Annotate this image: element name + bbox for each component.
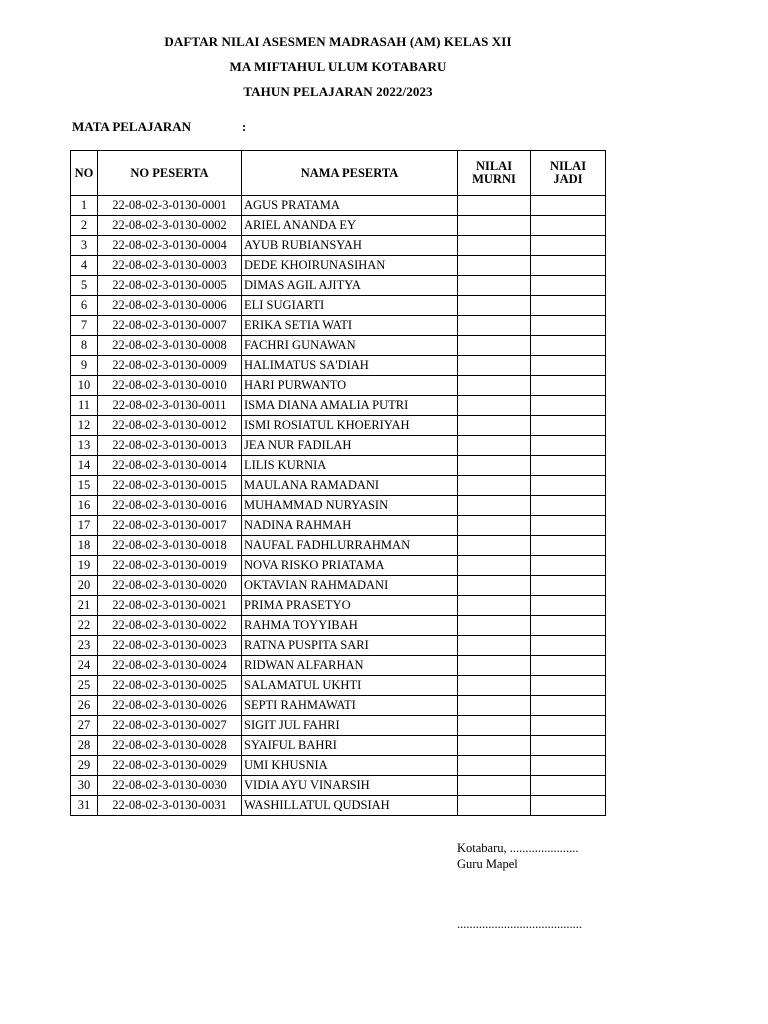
table-row [71, 276, 606, 296]
raw-score-cell [458, 596, 531, 616]
participant-name-cell: MAULANA RAMADANI [242, 476, 458, 496]
table-body [71, 196, 606, 816]
row-number-cell: 6 [71, 296, 98, 316]
row-number-cell: 17 [71, 516, 98, 536]
participant-name-cell: UMI KHUSNIA [242, 756, 458, 776]
raw-score-cell [458, 456, 531, 476]
participant-name-cell: NAUFAL FADHLURRAHMAN [242, 536, 458, 556]
academic-year: TAHUN PELAJARAN 2022/2023 [243, 84, 433, 99]
participant-name-cell: RAHMA TOYYIBAH [242, 616, 458, 636]
final-score-cell [531, 756, 606, 776]
row-number-cell: 19 [71, 556, 98, 576]
subject-label: MATA PELAJARAN [72, 119, 192, 134]
row-number-cell: 8 [71, 336, 98, 356]
row-number-cell: 11 [71, 396, 98, 416]
participant-name-cell: JEA NUR FADILAH [242, 436, 458, 456]
signature-role: Guru Mapel [457, 857, 518, 871]
table-row [71, 516, 606, 536]
school-name: MA MIFTAHUL ULUM KOTABARU [229, 59, 447, 74]
participant-number-cell: 22-08-02-3-0130-0025 [98, 676, 242, 696]
raw-score-cell [458, 236, 531, 256]
table-row [71, 256, 606, 276]
row-number-cell: 30 [71, 776, 98, 796]
final-score-cell [531, 296, 606, 316]
participant-name-cell: MUHAMMAD NURYASIN [242, 496, 458, 516]
table-row [71, 536, 606, 556]
participant-number-cell: 22-08-02-3-0130-0019 [98, 556, 242, 576]
raw-score-cell [458, 776, 531, 796]
participant-name-cell: AGUS PRATAMA [242, 196, 458, 216]
column-header-participant-name: NAMA PESERTA [242, 151, 458, 196]
participant-name-cell: ARIEL ANANDA EY [242, 216, 458, 236]
row-number-cell: 12 [71, 416, 98, 436]
final-score-cell [531, 356, 606, 376]
signature-place-date: Kotabaru, ...................... [457, 841, 579, 855]
participant-number-cell: 22-08-02-3-0130-0004 [98, 236, 242, 256]
row-number-cell: 14 [71, 456, 98, 476]
table-row [71, 696, 606, 716]
participant-name-cell: FACHRI GUNAWAN [242, 336, 458, 356]
participant-name-cell: ISMI ROSIATUL KHOERIYAH [242, 416, 458, 436]
participant-number-cell: 22-08-02-3-0130-0022 [98, 616, 242, 636]
final-score-cell [531, 416, 606, 436]
participant-name-cell: PRIMA PRASETYO [242, 596, 458, 616]
row-number-cell: 26 [71, 696, 98, 716]
table-row [71, 196, 606, 216]
table-row [71, 656, 606, 676]
participant-name-cell: NADINA RAHMAH [242, 516, 458, 536]
raw-score-cell [458, 536, 531, 556]
raw-score-cell [458, 376, 531, 396]
row-number-cell: 29 [71, 756, 98, 776]
participant-number-cell: 22-08-02-3-0130-0011 [98, 396, 242, 416]
column-header-final-score: NILAI JADI [531, 151, 606, 196]
participant-number-cell: 22-08-02-3-0130-0026 [98, 696, 242, 716]
table-header-row [71, 151, 606, 196]
final-score-cell [531, 456, 606, 476]
participant-number-cell: 22-08-02-3-0130-0014 [98, 456, 242, 476]
table-row [71, 336, 606, 356]
participant-number-cell: 22-08-02-3-0130-0002 [98, 216, 242, 236]
participant-name-cell: HARI PURWANTO [242, 376, 458, 396]
participant-number-cell: 22-08-02-3-0130-0005 [98, 276, 242, 296]
participant-number-cell: 22-08-02-3-0130-0031 [98, 796, 242, 816]
raw-score-cell [458, 796, 531, 816]
final-score-cell [531, 596, 606, 616]
final-score-cell [531, 736, 606, 756]
final-score-cell [531, 496, 606, 516]
document-title: DAFTAR NILAI ASESMEN MADRASAH (AM) KELAS XII [164, 34, 512, 49]
table-row [71, 376, 606, 396]
table-row [71, 596, 606, 616]
row-number-cell: 16 [71, 496, 98, 516]
row-number-cell: 9 [71, 356, 98, 376]
table-row [71, 496, 606, 516]
subject-colon: : [242, 119, 247, 134]
raw-score-cell [458, 756, 531, 776]
participant-number-cell: 22-08-02-3-0130-0029 [98, 756, 242, 776]
final-score-cell [531, 676, 606, 696]
final-score-cell [531, 516, 606, 536]
participant-number-cell: 22-08-02-3-0130-0028 [98, 736, 242, 756]
row-number-cell: 13 [71, 436, 98, 456]
participant-number-cell: 22-08-02-3-0130-0013 [98, 436, 242, 456]
table-row [71, 736, 606, 756]
row-number-cell: 31 [71, 796, 98, 816]
column-header-no: NO [71, 151, 98, 196]
participant-number-cell: 22-08-02-3-0130-0012 [98, 416, 242, 436]
participant-number-cell: 22-08-02-3-0130-0003 [98, 256, 242, 276]
final-score-cell [531, 376, 606, 396]
final-score-cell [531, 776, 606, 796]
raw-score-cell [458, 256, 531, 276]
final-score-cell [531, 656, 606, 676]
raw-score-cell [458, 516, 531, 536]
participant-number-cell: 22-08-02-3-0130-0007 [98, 316, 242, 336]
participant-number-cell: 22-08-02-3-0130-0024 [98, 656, 242, 676]
row-number-cell: 4 [71, 256, 98, 276]
participant-number-cell: 22-08-02-3-0130-0001 [98, 196, 242, 216]
raw-score-cell [458, 216, 531, 236]
row-number-cell: 28 [71, 736, 98, 756]
row-number-cell: 25 [71, 676, 98, 696]
participant-name-cell: SIGIT JUL FAHRI [242, 716, 458, 736]
raw-score-cell [458, 316, 531, 336]
raw-score-cell [458, 196, 531, 216]
raw-score-cell [458, 616, 531, 636]
raw-score-cell [458, 356, 531, 376]
table-row [71, 296, 606, 316]
row-number-cell: 23 [71, 636, 98, 656]
raw-score-cell [458, 656, 531, 676]
table-row [71, 356, 606, 376]
signature-line: ........................................ [457, 917, 582, 931]
final-score-cell [531, 556, 606, 576]
final-score-cell [531, 436, 606, 456]
table-row [71, 616, 606, 636]
row-number-cell: 22 [71, 616, 98, 636]
participant-name-cell: DIMAS AGIL AJITYA [242, 276, 458, 296]
participant-number-cell: 22-08-02-3-0130-0018 [98, 536, 242, 556]
participant-name-cell: SEPTI RAHMAWATI [242, 696, 458, 716]
raw-score-cell [458, 556, 531, 576]
table-row [71, 436, 606, 456]
final-score-cell [531, 276, 606, 296]
participant-number-cell: 22-08-02-3-0130-0027 [98, 716, 242, 736]
raw-score-cell [458, 476, 531, 496]
table-row [71, 776, 606, 796]
raw-score-cell [458, 416, 531, 436]
row-number-cell: 3 [71, 236, 98, 256]
raw-score-cell [458, 636, 531, 656]
final-score-cell [531, 396, 606, 416]
table-row [71, 636, 606, 656]
row-number-cell: 1 [71, 196, 98, 216]
row-number-cell: 7 [71, 316, 98, 336]
participant-name-cell: OKTAVIAN RAHMADANI [242, 576, 458, 596]
participant-name-cell: RATNA PUSPITA SARI [242, 636, 458, 656]
raw-score-cell [458, 276, 531, 296]
final-score-cell [531, 476, 606, 496]
table-row [71, 316, 606, 336]
raw-score-cell [458, 716, 531, 736]
participant-number-cell: 22-08-02-3-0130-0006 [98, 296, 242, 316]
participant-name-cell: ELI SUGIARTI [242, 296, 458, 316]
row-number-cell: 21 [71, 596, 98, 616]
column-header-raw-score: NILAI MURNI [458, 151, 531, 196]
participant-name-cell: VIDIA AYU VINARSIH [242, 776, 458, 796]
table-row [71, 416, 606, 436]
table-row [71, 556, 606, 576]
participant-number-cell: 22-08-02-3-0130-0021 [98, 596, 242, 616]
final-score-cell [531, 636, 606, 656]
participant-number-cell: 22-08-02-3-0130-0016 [98, 496, 242, 516]
row-number-cell: 15 [71, 476, 98, 496]
raw-score-cell [458, 496, 531, 516]
participant-number-cell: 22-08-02-3-0130-0009 [98, 356, 242, 376]
grades-table [70, 150, 606, 816]
final-score-cell [531, 236, 606, 256]
table-row [71, 456, 606, 476]
participant-number-cell: 22-08-02-3-0130-0008 [98, 336, 242, 356]
row-number-cell: 18 [71, 536, 98, 556]
participant-number-cell: 22-08-02-3-0130-0017 [98, 516, 242, 536]
raw-score-cell [458, 676, 531, 696]
final-score-cell [531, 536, 606, 556]
raw-score-cell [458, 736, 531, 756]
final-score-cell [531, 796, 606, 816]
row-number-cell: 10 [71, 376, 98, 396]
final-score-cell [531, 316, 606, 336]
final-score-cell [531, 216, 606, 236]
table-row [71, 236, 606, 256]
row-number-cell: 5 [71, 276, 98, 296]
participant-name-cell: ERIKA SETIA WATI [242, 316, 458, 336]
table-row [71, 796, 606, 816]
raw-score-cell [458, 436, 531, 456]
row-number-cell: 27 [71, 716, 98, 736]
participant-number-cell: 22-08-02-3-0130-0015 [98, 476, 242, 496]
participant-name-cell: AYUB RUBIANSYAH [242, 236, 458, 256]
raw-score-cell [458, 696, 531, 716]
participant-name-cell: RIDWAN ALFARHAN [242, 656, 458, 676]
participant-name-cell: SALAMATUL UKHTI [242, 676, 458, 696]
raw-score-cell [458, 336, 531, 356]
raw-score-cell [458, 576, 531, 596]
participant-name-cell: HALIMATUS SA'DIAH [242, 356, 458, 376]
final-score-cell [531, 196, 606, 216]
table-row [71, 576, 606, 596]
final-score-cell [531, 336, 606, 356]
final-score-cell [531, 576, 606, 596]
participant-number-cell: 22-08-02-3-0130-0020 [98, 576, 242, 596]
participant-name-cell: ISMA DIANA AMALIA PUTRI [242, 396, 458, 416]
final-score-cell [531, 696, 606, 716]
table-row [71, 396, 606, 416]
subject-field [72, 119, 247, 135]
participant-name-cell: WASHILLATUL QUDSIAH [242, 796, 458, 816]
column-header-participant-number: NO PESERTA [98, 151, 242, 196]
participant-name-cell: DEDE KHOIRUNASIHAN [242, 256, 458, 276]
participant-number-cell: 22-08-02-3-0130-0030 [98, 776, 242, 796]
final-score-cell [531, 616, 606, 636]
raw-score-cell [458, 396, 531, 416]
final-score-cell [531, 256, 606, 276]
table-row [71, 756, 606, 776]
row-number-cell: 20 [71, 576, 98, 596]
row-number-cell: 2 [71, 216, 98, 236]
participant-name-cell: SYAIFUL BAHRI [242, 736, 458, 756]
row-number-cell: 24 [71, 656, 98, 676]
participant-number-cell: 22-08-02-3-0130-0010 [98, 376, 242, 396]
final-score-cell [531, 716, 606, 736]
table-row [71, 476, 606, 496]
table-row [71, 676, 606, 696]
table-row [71, 216, 606, 236]
raw-score-cell [458, 296, 531, 316]
table-row [71, 716, 606, 736]
participant-name-cell: NOVA RISKO PRIATAMA [242, 556, 458, 576]
participant-name-cell: LILIS KURNIA [242, 456, 458, 476]
participant-number-cell: 22-08-02-3-0130-0023 [98, 636, 242, 656]
